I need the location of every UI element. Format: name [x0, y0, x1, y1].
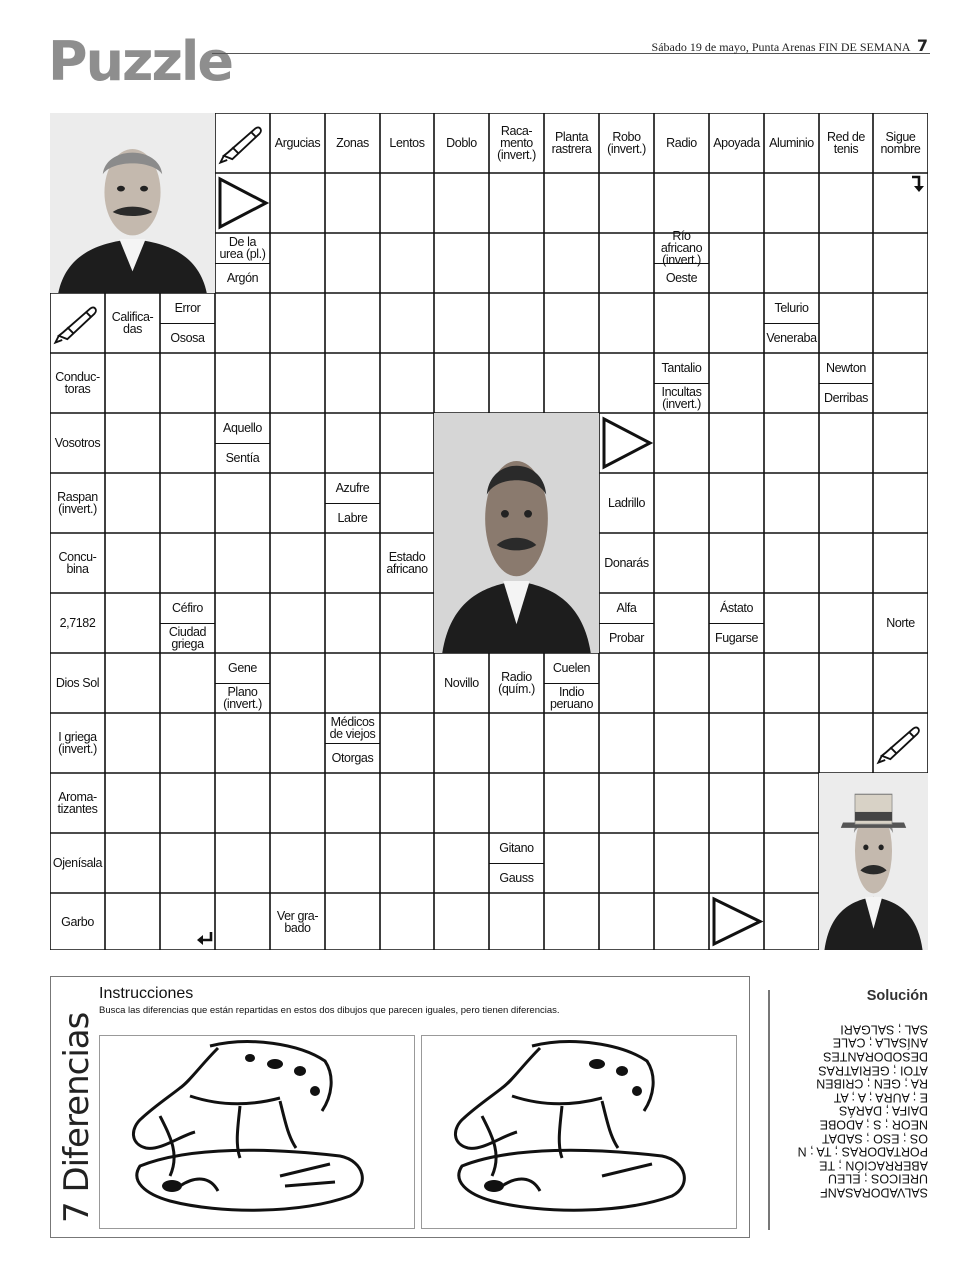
- page-title: Puzzle: [48, 30, 233, 93]
- diferencias-box: [50, 976, 750, 1238]
- clue-cell: Estado africano: [386, 550, 428, 576]
- triangle-arrow-icon: [599, 413, 654, 478]
- portrait-bottom-right: [819, 773, 928, 950]
- clue-cell: Indio peruano: [549, 685, 594, 711]
- solution-line: ATOI ; GERIATRAS: [818, 1063, 928, 1078]
- page-number: 7: [916, 36, 928, 55]
- solution-line: OS ; ESO ; SADAT: [821, 1131, 928, 1146]
- clue-cell: Labre: [337, 511, 368, 525]
- clue-cell: Tantalio: [661, 361, 702, 375]
- clue-cell: Veneraba: [766, 331, 817, 345]
- clue-cell: Azufre: [335, 481, 370, 495]
- dateline-text: Sábado 19 de mayo, Punta Arenas: [651, 40, 816, 54]
- clue-cell: Gauss: [499, 871, 534, 885]
- clue-cell: Raspan (invert.): [57, 490, 98, 516]
- clue-cell: Vosotros: [54, 436, 101, 450]
- clue-cell: Raca- mento (invert.): [497, 124, 536, 162]
- down-right-arrow-icon: [909, 175, 925, 198]
- clue-cell: Ver gra- bado: [276, 908, 319, 935]
- clue-cell: Novillo: [444, 676, 479, 690]
- clue-cell: Conduc- toras: [55, 370, 100, 396]
- clue-cell: Doblo: [446, 136, 477, 150]
- pen-icon: [52, 297, 103, 354]
- portrait-top-left: [50, 113, 215, 293]
- clue-cell: Radio: [666, 136, 697, 150]
- solution-line: DAIFA ; DARÁS: [839, 1104, 928, 1119]
- clue-cell: Lentos: [389, 136, 425, 150]
- solution-line: E ; AURA ; A ; AT: [833, 1090, 928, 1105]
- cartoon-right: [421, 1035, 737, 1229]
- cartoon-drawing-left: [100, 1036, 414, 1228]
- clue-cell: Gitano: [499, 841, 534, 855]
- clue-cell: Newton: [826, 361, 866, 375]
- clue-cell: Apoyada: [713, 136, 760, 150]
- clue-cell: De la urea (pl.): [219, 235, 266, 261]
- clue-cell: Céfiro: [172, 601, 203, 615]
- clue-cell: Radio (quím.): [498, 670, 535, 696]
- pen-icon: [875, 717, 926, 774]
- clue-cell: Ladrillo: [607, 496, 646, 510]
- clue-cell: Norte: [886, 616, 915, 630]
- clue-cell: Robo (invert.): [607, 130, 646, 156]
- solution-heading: Solución: [866, 988, 928, 1004]
- solution-line: SALVADORASANF: [820, 1185, 928, 1200]
- clue-cell: Zonas: [336, 136, 369, 150]
- clue-cell: Sentía: [225, 451, 260, 465]
- solution-text: [780, 1022, 928, 1199]
- triangle-arrow-icon: [215, 173, 270, 238]
- clue-cell: Ciudad griega: [168, 625, 207, 651]
- clue-cell: Error: [174, 301, 201, 315]
- return-arrow-icon: [196, 931, 214, 952]
- clue-cell: Dios Sol: [55, 676, 100, 690]
- crossword-grid: [50, 113, 928, 950]
- clue-cell: Califica- das: [111, 310, 154, 336]
- portrait-center: [434, 413, 599, 653]
- clue-cell: Derribas: [823, 391, 869, 405]
- clue-cell: Río africano (invert.): [660, 229, 703, 267]
- clue-cell: Fugarse: [714, 631, 759, 645]
- diferencias-title: 7 Diferencias: [57, 1012, 97, 1223]
- portrait-top-left-image: [50, 113, 215, 293]
- clue-cell: Ososa: [170, 331, 205, 345]
- solution-line: ABERRACIÓN ; TE: [819, 1158, 928, 1173]
- diferencias-instructions: Busca las diferencias que están repartidas en estos dos dibujos que parecen iguales, pero tienen diferencias.: [99, 1005, 560, 1016]
- triangle-arrow-icon: [709, 893, 764, 955]
- clue-cell: Telurio: [774, 301, 809, 315]
- portrait-center-image: [434, 413, 599, 653]
- clue-cell: Donarás: [604, 556, 649, 570]
- solution-line: DESODORANTES: [823, 1049, 928, 1064]
- clue-cell: Concu- bina: [58, 550, 97, 576]
- solution-line: PORTADORAS ; TA ; N: [797, 1144, 928, 1159]
- clue-cell: Aluminio: [769, 136, 814, 150]
- clue-cell: Cuelen: [552, 661, 591, 675]
- clue-cell: Oeste: [665, 271, 698, 285]
- clue-cell: Aroma- tizantes: [57, 790, 98, 816]
- clue-cell: I griega (invert.): [58, 730, 97, 756]
- clue-cell: Probar: [608, 631, 645, 645]
- clue-cell: Planta rastrera: [551, 130, 592, 156]
- solution-line: RA ; GEN ; CRIBEN: [816, 1076, 928, 1091]
- solution-line: UREICOS ; ELEU: [827, 1172, 928, 1187]
- section-name: FIN DE SEMANA: [818, 40, 910, 54]
- cartoon-left: [99, 1035, 415, 1229]
- clue-cell: Aquello: [223, 421, 262, 435]
- solution-divider: [768, 990, 770, 1230]
- clue-cell: Médicos de viejos: [329, 715, 376, 741]
- clue-cell: Gene: [228, 661, 257, 675]
- solution-line: SAL ; SALGARI: [840, 1022, 928, 1037]
- clue-cell: Argón: [226, 271, 259, 285]
- pen-icon: [217, 117, 268, 174]
- dateline: [652, 36, 928, 55]
- clue-cell: Ojenísala: [52, 856, 103, 870]
- solution-line: ANÍSALA ; CALE: [832, 1036, 928, 1051]
- clue-cell: Alfa: [616, 601, 637, 615]
- clue-cell: Sigue nombre: [880, 130, 921, 156]
- clue-cell: Plano (invert.): [223, 685, 262, 711]
- clue-cell: Ástato: [719, 601, 754, 615]
- clue-cell: Garbo: [61, 914, 94, 929]
- solution-line: NEOR ; S ; ADOBE: [819, 1117, 928, 1132]
- clue-cell: 2,7182: [59, 616, 96, 630]
- clue-cell: Otorgas: [331, 751, 374, 765]
- clue-cell: Argucias: [274, 136, 321, 150]
- diferencias-heading: Instrucciones: [99, 985, 194, 1002]
- portrait-bottom-right-image: [819, 773, 928, 950]
- clue-cell: Incultas (invert.): [661, 385, 702, 411]
- cartoon-drawing-right: [422, 1036, 736, 1228]
- clue-cell: Red de tenis: [827, 130, 865, 156]
